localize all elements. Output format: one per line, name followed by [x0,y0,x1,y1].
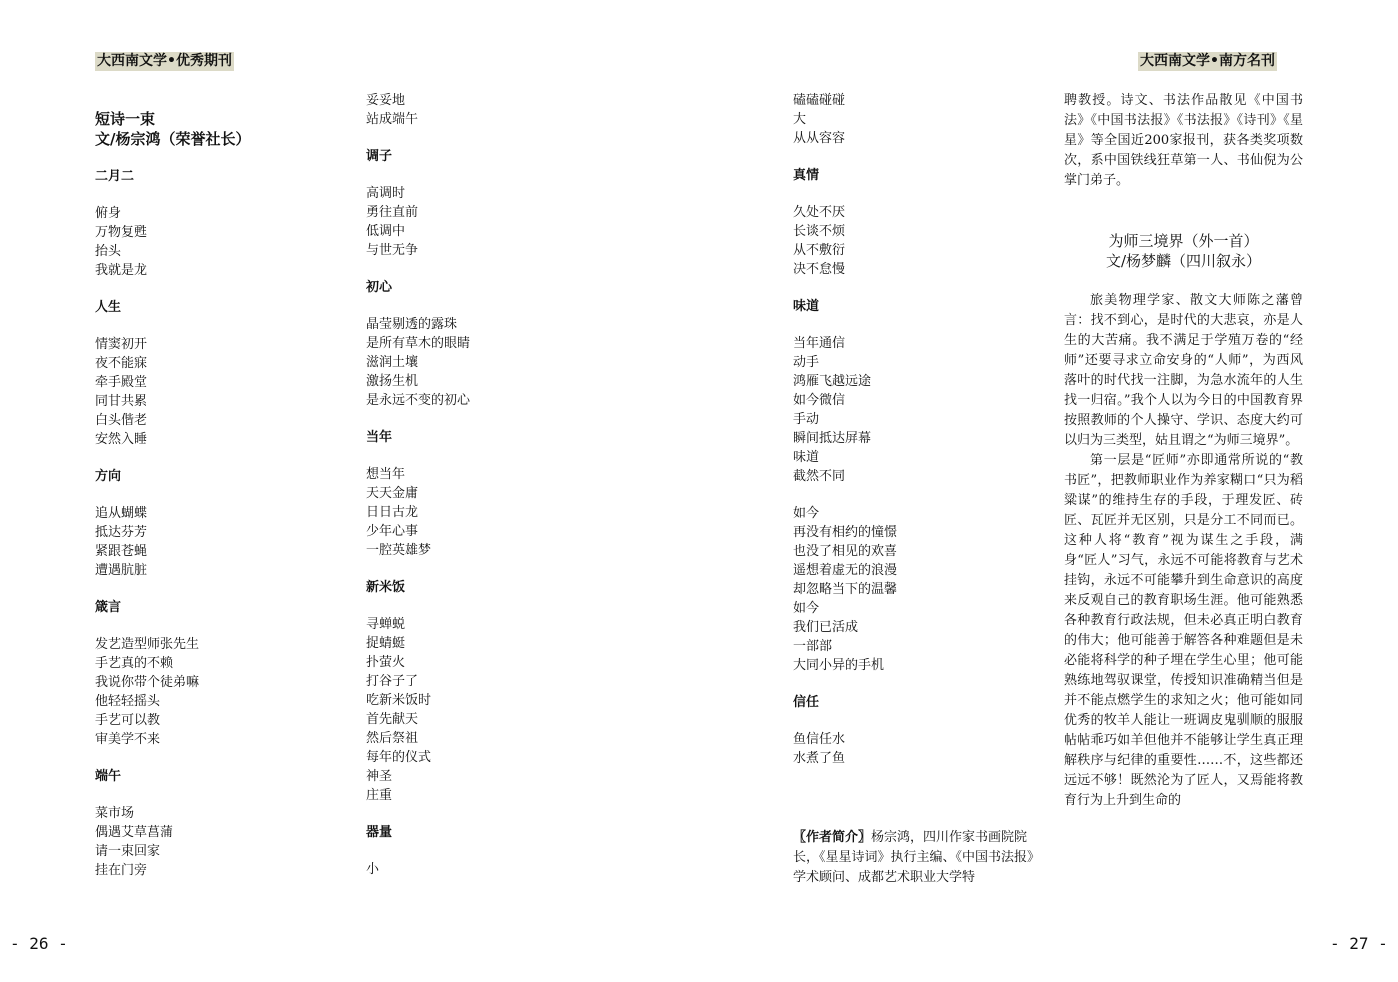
poem-line: 情窦初开 [95,337,148,352]
poem-line: 长谈不烦 [793,224,846,239]
poem-heading: 新米饭 [366,580,406,595]
poem-line: 是永远不变的初心 [366,393,471,408]
poem-heading: 方向 [95,469,122,484]
poem-line: 扑萤火 [366,655,406,670]
poem-line: 再没有相约的憧憬 [793,525,898,540]
poem-line: 发艺造型师张先生 [95,637,200,652]
poem-line: 遭遇肮脏 [95,563,148,578]
poem-line: 从从容容 [793,131,846,146]
poem-line: 手动 [793,412,820,427]
poem-line: 决不怠慢 [793,262,846,277]
article-byline: 文/杨宗鸿（荣誉社长） [95,130,251,148]
poem-line: 打谷子了 [366,674,419,689]
poem-line: 遥想着虚无的浪漫 [793,563,898,578]
poem-line: 抬头 [95,244,122,259]
poem-line: 一腔英雄梦 [366,543,432,558]
poem-line: 牵手殿堂 [95,375,148,390]
right-running-header: 大西南文学•南方名刊 [1140,53,1275,69]
poem-line: 每年的仪式 [366,750,432,765]
poem-heading: 初心 [366,280,393,295]
poem-line: 手艺真的不赖 [95,656,174,671]
poem-heading: 箴言 [95,600,122,615]
poem-line: 我说你带个徒弟嘛 [95,675,200,690]
poem-line: 是所有草木的眼睛 [366,336,471,351]
bio-paragraph: 聘教授。诗文、书法作品散见《中国书法》《中国书法报》《书法报》《诗刊》《星星》等全国近200家报刊，获各类奖项数次，系中国铁线狂草第一人、书仙倪为公掌门弟子。 [1064,93,1303,188]
poem-line: 鱼信任水 [793,732,846,747]
poem-heading: 味道 [793,299,820,314]
body-paragraph-1: 旅美物理学家、散文大师陈之藩曾言：找不到心，是时代的大悲哀，亦是人生的大苦痛。我不满足于学殖万卷的“经师”还要寻求立命安身的“人师”，为西风落叶的时代找一注脚，为急水流年的人生找一归宿。”我个人以为今日的中国教育界按照教师的个人操守、学识、态度大约可以归为三类型，姑且谓之“为师三境界”。 [1064,293,1303,448]
poem-line: 同甘共累 [95,394,148,409]
poem-line: 天天金庸 [366,486,419,501]
body-paragraph-2: 第一层是“匠师”亦即通常所说的“教书匠”，把教师职业作为养家糊口“只为稻粱谋”的维持生存的手段，于理发匠、砖匠、瓦匠并无区别，只是分工不同而已。这种人将“教育”视为谋生之手段，满身“匠人”习气，永远不可能将教育与艺术挂钩，永远不可能攀升到生命意识的高度来反观自己的教育职场生涯。他可能熟悉各种教育行政法规，但未必真正明白教育的伟大；他可能善于解答各种难题但是未必能将科学的种子埋在学生心里；他可能熟练地驾驭课堂，传授知识准确精当但是并不能点燃学生的求知之火；他可能如同优秀的牧羊人能让一班调皮鬼驯顺的服服帖帖乖巧如羊但他并不能够让学生真正理解秩序与纪律的重要性……不，这些都还远远不够！既然沦为了匠人，又焉能将教育行为上升到生命的 [1064,453,1303,808]
poem-line: 紧跟苍蝇 [95,544,148,559]
poem-line: 请一束回家 [95,844,161,859]
poem-line: 当年通信 [793,336,846,351]
poem-line: 我们已活成 [793,620,859,635]
author-bio-continued [1064,91,1303,191]
poem-line: 激扬生机 [366,374,419,389]
poem-heading: 当年 [366,430,393,445]
poem-line: 站成端午 [366,112,419,127]
article-title: 短诗一束 [95,110,156,128]
poem-line: 菜市场 [95,806,135,821]
article2-title: 为师三境界（外一首） [1108,232,1259,250]
poem-line: 抵达芬芳 [95,525,148,540]
poem-line: 如今 [793,601,820,616]
poem-heading: 调子 [366,149,393,164]
poem-line: 挂在门旁 [95,863,148,878]
poem-line: 吃新米饭时 [366,693,432,708]
author-bio-label: 〖作者简介〗 [793,830,872,845]
article2-byline: 文/杨梦麟（四川叙永） [1105,252,1262,270]
author-bio-text: 杨宗鸿，四川作家书画院院长，《星星诗词》执行主编、《中国书法报》学术顾问、成都艺术职业大学特 [793,830,1034,885]
column-3 [793,91,897,768]
poem-heading: 二月二 [95,169,135,184]
poem-line: 如今微信 [793,393,846,408]
page-number-right: - 27 - [1330,934,1388,953]
poem-line: 手艺可以教 [95,713,161,728]
poem-line: 磕磕碰碰 [793,93,846,108]
article2-body [1064,291,1303,877]
poem-line: 动手 [793,355,820,370]
poem-line: 夜不能寐 [95,356,148,371]
poem-line: 我就是龙 [95,263,148,278]
poem-line: 安然入睡 [95,432,148,447]
poem-line: 大同小异的手机 [793,658,885,673]
poem-line: 水煮了鱼 [793,751,846,766]
poem-line: 味道 [793,450,820,465]
poem-line: 俯身 [95,206,122,221]
column-2 [366,91,470,879]
poem-line: 捉蜻蜓 [366,636,406,651]
poem-line: 神圣 [366,769,393,784]
page-number-left: - 26 - [10,934,68,953]
poem-line: 日日古龙 [366,505,419,520]
poem-line: 鸿雁飞越远途 [793,374,872,389]
poem-line: 一部部 [793,639,833,654]
poem-line: 妥妥地 [366,93,406,108]
author-bio [793,828,1036,888]
poem-line: 晶莹剔透的露珠 [366,317,458,332]
poem-line: 从不敷衍 [793,243,846,258]
poem-line: 少年心事 [366,524,419,539]
poem-heading: 真情 [793,168,820,183]
poem-line: 截然不同 [793,469,846,484]
poem-line: 偶遇艾草菖蒲 [95,825,174,840]
poem-line: 滋润土壤 [366,355,419,370]
poem-heading: 人生 [95,300,122,315]
poem-line: 他轻轻摇头 [95,694,161,709]
poem-line: 瞬间抵达屏幕 [793,431,872,446]
poem-line: 寻蝉蜕 [366,617,406,632]
poem-line: 如今 [793,506,820,521]
poem-line: 高调时 [366,186,406,201]
poem-line: 白头偕老 [95,413,148,428]
poem-line: 也没了相见的欢喜 [793,544,898,559]
poem-line: 庄重 [366,788,393,803]
poem-line: 小 [366,862,380,877]
poem-line: 久处不厌 [793,205,846,220]
column-1 [95,109,250,880]
poem-line: 万物复甦 [95,225,148,240]
poem-line: 审美学不来 [95,732,161,747]
poem-heading: 端午 [95,769,122,784]
poem-line: 与世无争 [366,243,419,258]
poem-heading: 信任 [793,695,820,710]
poem-line: 勇往直前 [366,205,419,220]
poem-line: 想当年 [366,467,406,482]
poem-heading: 器量 [366,825,393,840]
poem-line: 首先献天 [366,712,419,727]
poem-line: 然后祭祖 [366,731,419,746]
poem-line: 低调中 [366,224,406,239]
poem-line: 大 [793,112,807,127]
poem-line: 追从蝴蝶 [95,506,148,521]
poem-line: 却忽略当下的温馨 [793,582,898,597]
left-running-header: 大西南文学•优秀期刊 [97,53,232,69]
